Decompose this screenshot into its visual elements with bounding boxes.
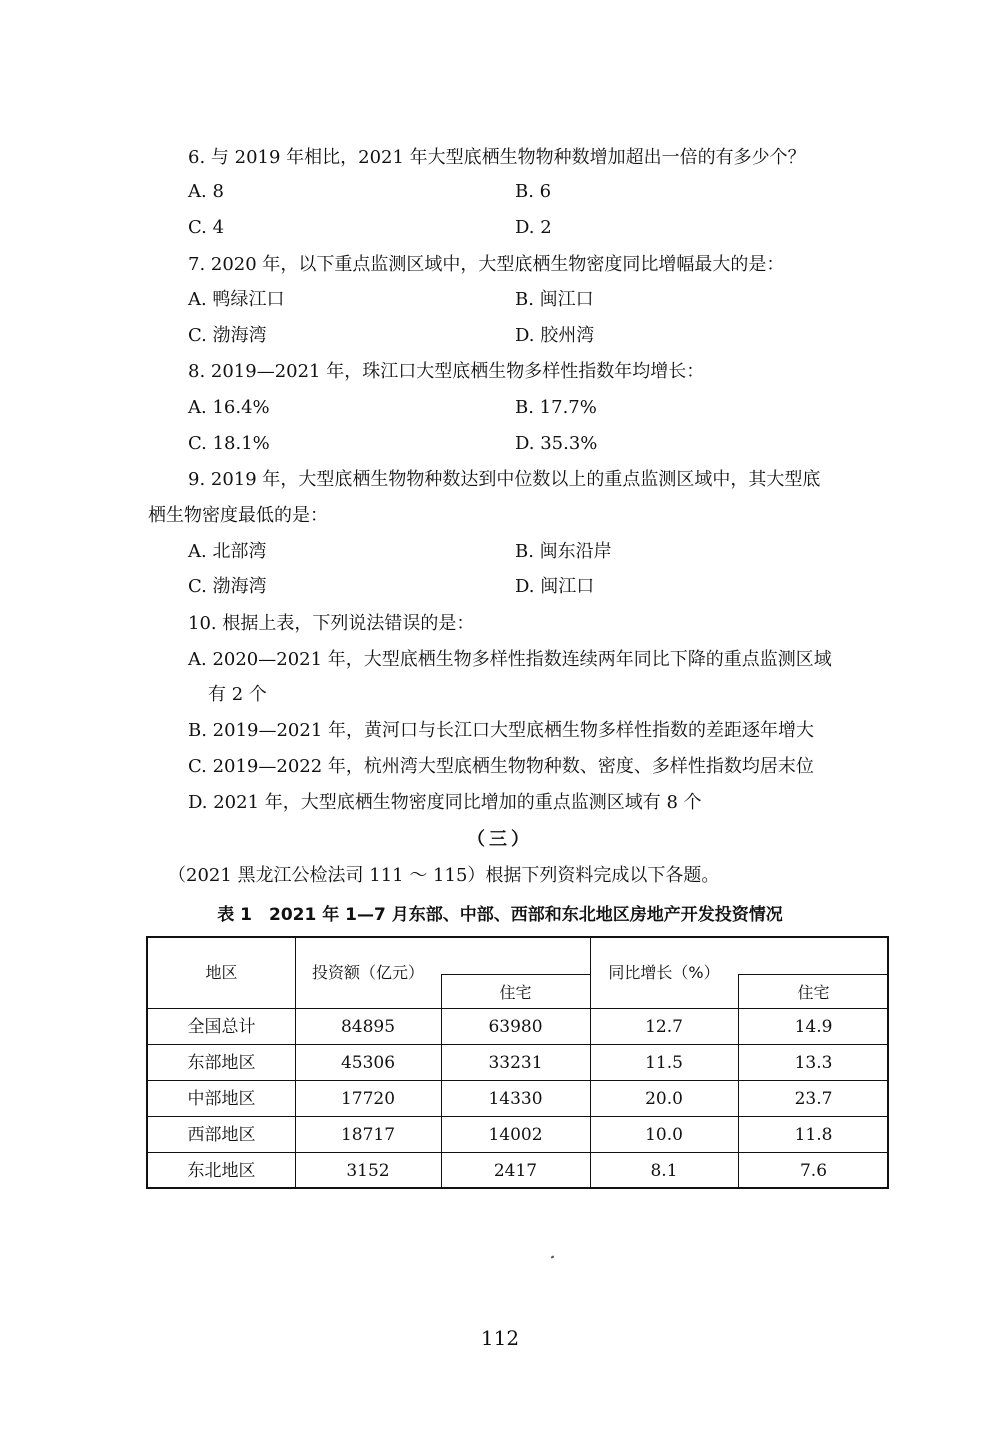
question-10-stem: 10. 根据上表，下列说法错误的是： [188, 613, 475, 634]
question-9-option-c: C. 渤海湾 [188, 576, 267, 597]
cell-investment: 17720 [340, 1089, 396, 1109]
question-9-option-b: B. 闽东沿岸 [515, 541, 612, 562]
question-7-stem: 7. 2020 年，以下重点监测区域中，大型底栖生物密度同比增幅最大的是： [188, 254, 785, 275]
question-10-option-d: D. 2021 年，大型底栖生物密度同比增加的重点监测区域有 8 个 [188, 792, 702, 813]
cell-residential-growth: 11.8 [794, 1125, 833, 1145]
cell-growth: 11.5 [645, 1053, 683, 1073]
question-7-option-b: B. 闽江口 [515, 289, 594, 310]
question-7-option-a: A. 鸭绿江口 [188, 289, 285, 310]
cell-region: 全国总计 [187, 1017, 256, 1037]
cell-growth: 8.1 [650, 1161, 678, 1181]
question-7-option-d: D. 胶州湾 [515, 325, 595, 346]
question-8-option-b: B. 17.7% [515, 397, 597, 418]
question-6-option-a: A. 8 [188, 181, 224, 202]
cell-region: 东北地区 [187, 1161, 256, 1181]
section-heading: （三） [467, 829, 533, 850]
question-6-option-d: D. 2 [515, 217, 552, 238]
cell-residential-growth: 23.7 [794, 1089, 833, 1109]
cell-growth: 12.7 [645, 1017, 683, 1037]
source-note: （2021 黑龙江公检法司 111 ～ 115）根据下列资料完成以下各题。 [168, 865, 720, 886]
cell-residential: 2417 [493, 1161, 538, 1181]
header-investment: 投资额（亿元） [311, 963, 424, 982]
question-10-option-b: B. 2019—2021 年，黄河口与长江口大型底栖生物多样性指数的差距逐年增大 [188, 720, 815, 741]
cell-residential: 63980 [488, 1017, 543, 1037]
cell-residential: 33231 [488, 1053, 543, 1073]
question-8-option-a: A. 16.4% [188, 397, 270, 418]
question-9-option-d: D. 闽江口 [515, 576, 595, 597]
question-10-option-c: C. 2019—2022 年，杭州湾大型底栖生物物种数、密度、多样性指数均居末位 [188, 756, 814, 777]
question-10-option-a-line2: 有 2 个 [208, 684, 267, 705]
header-growth: 同比增长（%） [608, 963, 720, 982]
question-6-stem: 6. 与 2019 年相比，2021 年大型底栖生物物种数增加超出一倍的有多少个？ [188, 147, 806, 168]
question-6-option-b: B. 6 [515, 181, 552, 202]
table-title: 表 1 2021 年 1—7 月东部、中部、西部和东北地区房地产开发投资情况 [217, 905, 783, 925]
question-10-option-a-line1: A. 2020—2021 年，大型底栖生物多样性指数连续两年同比下降的重点监测区域 [188, 649, 832, 670]
question-8-option-d: D. 35.3% [515, 433, 598, 454]
question-8-stem: 8. 2019—2021 年，珠江口大型底栖生物多样性指数年均增长： [188, 361, 705, 382]
question-7-option-c: C. 渤海湾 [188, 325, 267, 346]
header-residential-growth: 住宅 [797, 983, 830, 1002]
scan-speck [551, 1255, 555, 1258]
question-6-option-c: C. 4 [188, 217, 225, 238]
cell-investment: 3152 [346, 1161, 390, 1181]
cell-region: 西部地区 [187, 1125, 256, 1145]
header-region: 地区 [205, 963, 238, 982]
data-table [146, 936, 889, 1189]
cell-region: 中部地区 [187, 1089, 256, 1109]
question-9-stem-line1: 9. 2019 年，大型底栖生物物种数达到中位数以上的重点监测区域中，其大型底 [188, 469, 821, 490]
cell-region: 东部地区 [187, 1053, 256, 1073]
page-number: 112 [480, 1326, 520, 1350]
question-9-stem-line2: 栖生物密度最低的是： [148, 505, 328, 526]
question-9-option-a: A. 北部湾 [188, 541, 267, 562]
header-residential-investment: 住宅 [499, 983, 532, 1002]
cell-residential: 14330 [488, 1089, 543, 1109]
cell-growth: 10.0 [645, 1125, 683, 1145]
cell-residential-growth: 13.3 [794, 1053, 833, 1073]
cell-investment: 18717 [340, 1125, 396, 1145]
cell-investment: 45306 [340, 1053, 396, 1073]
cell-growth: 20.0 [645, 1089, 683, 1109]
question-8-option-c: C. 18.1% [188, 433, 270, 454]
cell-residential-growth: 7.6 [799, 1161, 828, 1181]
cell-residential-growth: 14.9 [794, 1017, 833, 1037]
cell-investment: 84895 [340, 1017, 396, 1037]
cell-residential: 14002 [488, 1125, 543, 1145]
